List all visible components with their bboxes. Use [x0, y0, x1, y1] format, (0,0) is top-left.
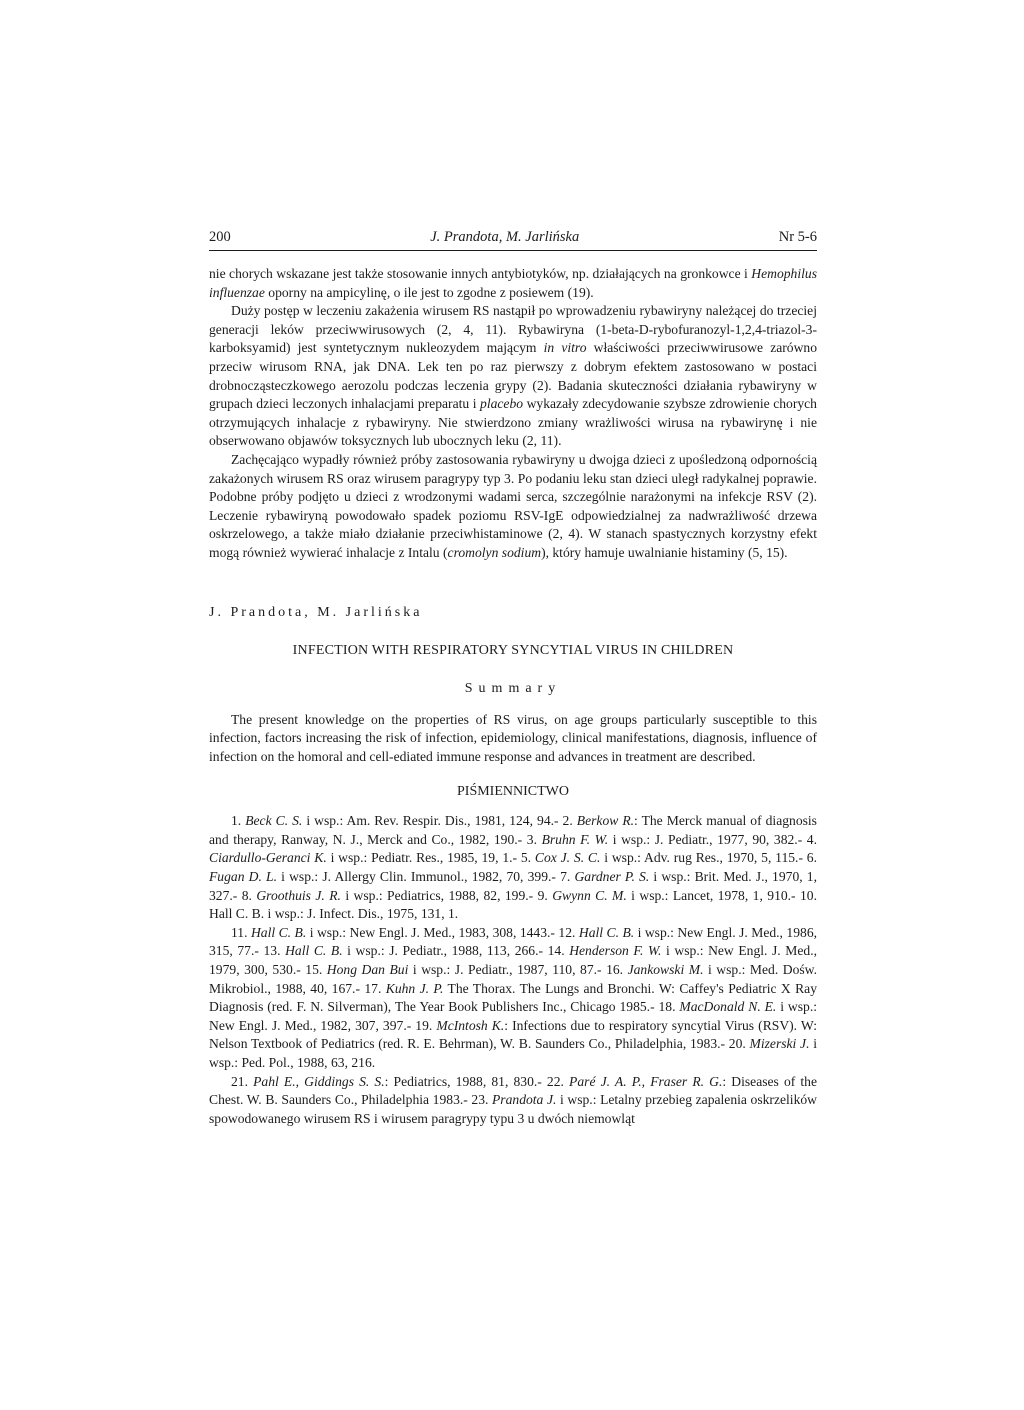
references-paragraph: 1. Beck C. S. i wsp.: Am. Rev. Respir. Dis., 1981, 124, 94.- 2. Berkow R.: The Merck manual of diagnosis and therapy, Ranway, N. J., Merck and Co., 1982, 190.- 3. Bruhn F. W. i wsp.: J. Pediatr., 1977, 90, 382.- 4. Ciardullo-Geranci K. i wsp.: Pediatr. Res., 1985, 19, 1.- 5. Cox J. S. C. i wsp.: Adv. rug Res., 1970, 5, 115.- 6. Fugan D. L. i wsp.: J. Allergy Clin. Immunol., 1982, 70, 399.- 7. Gardner P. S. i wsp.: Brit. Med. J., 1970, 1, 327.- 8. Groothuis J. R. i wsp.: Pediatrics, 1988, 82, 199.- 9. Gwynn C. M. i wsp.: Lancet, 1978, 1, 910.- 10. Hall C. B. i wsp.: J. Infect. Dis., 1975, 131, 1.: [209, 813, 818, 922]
summary-title: INFECTION WITH RESPIRATORY SYNCYTIAL VIRUS IN CHILDREN: [292, 642, 734, 658]
issue-number: Nr 5-6: [778, 229, 817, 245]
body-paragraph: Zachęcająco wypadły również próby zastosowania rybawiryny u dwojga dzieci z upośledzoną odpornością zakażonych wirusem RS oraz wirusem paragrypy typ 3. Po podaniu leku stan dzieci uległ radykalnej poprawie. Podobne próby podjęto u dzieci z wrodzonymi wadami serca, szczególnie narażonymi na infekcje RSV (2). Leczenie rybawiryną powodowało spadek poziomu RSV-IgE odpowiedzialnej za nadwrażliwość drzewa oskrzelowego, a także miało działanie przeciwhistaminowe (2, 4). W stanach spastycznych korzystny efekt mogą również wywierać inhalacje z Intalu (cromolyn sodium), który hamuje uwalnianie histaminy (5, 15).: [209, 451, 817, 560]
page-number: 200: [209, 229, 231, 245]
summary-heading: Summary: [464, 680, 562, 696]
article-body: [209, 265, 817, 563]
summary-authors: J. Prandota, M. Jarlińska: [209, 604, 423, 620]
references-list: [209, 812, 817, 1128]
summary-text: The present knowledge on the properties of RS virus, on age groups particularly susceptible to this infection, factors increasing the risk of infection, epidemiology, clinical manifestations, diagnosis, influence of infection on the homoral and cell-ediated immune response and advances in treatment are described.: [209, 711, 817, 764]
references-heading: PIŚMIENNICTWO: [457, 784, 569, 800]
running-title: J. Prandota, M. Jarlińska: [430, 229, 580, 245]
running-header: [209, 228, 817, 251]
body-paragraph: nie chorych wskazane jest także stosowanie innych antybiotyków, np. działających na gronkowce i Hemophilus influenzae oporny na ampicylinę, o ile jest to zgodne z posiewem (19).: [209, 266, 817, 300]
references-paragraph: 11. Hall C. B. i wsp.: New Engl. J. Med., 1983, 308, 1443.- 12. Hall C. B. i wsp.: New Engl. J. Med., 1986, 315, 77.- 13. Hall C. B. i wsp.: J. Pediatr., 1988, 113, 266.- 14. Henderson F. W. i wsp.: New Engl. J. Med., 1979, 300, 530.- 15. Hong Dan Bui i wsp.: J. Pediatr., 1987, 110, 87.- 16. Jankowski M. i wsp.: Med. Dośw. Mikrobiol., 1988, 40, 167.- 17. Kuhn J. P. The Thorax. The Lungs and Bronchi. W: Caffey's Pediatric X Ray Diagnosis (red. F. N. Silverman), The Year Book Publishers Inc., Chicago 1985.- 18. MacDonald N. E. i wsp.: New Engl. J. Med., 1982, 307, 397.- 19. McIntosh K.: Infections due to respiratory syncytial Virus (RSV). W: Nelson Textbook of Pediatrics (red. R. E. Behrman), W. B. Saunders Co., Philadelphia, 1983.- 20. Mizerski J. i wsp.: Ped. Pol., 1988, 63, 216.: [209, 924, 818, 1070]
journal-page: [209, 228, 817, 1128]
references-paragraph: 21. Pahl E., Giddings S. S.: Pediatrics, 1988, 81, 830.- 22. Paré J. A. P., Fraser R. G.: Diseases of the Chest. W. B. Saunders Co., Philadelphia 1983.- 23. Prandota J. i wsp.: Letalny przebieg zapalenia oskrzelików spowodowanego wirusem RS i wirusem paragrypy typu 3 u dwóch niemowląt: [209, 1073, 818, 1126]
body-paragraph: Duży postęp w leczeniu zakażenia wirusem RS nastąpił po wprowadzeniu rybawiryny należącej do trzeciej generacji leków przeciwwirusowych (2, 4, 11). Rybawiryna (1-beta-D-rybofuranozyl-1,2,4-triazol-3-karboksyamid) jest syntetycznym nukleozydem mającym in vitro właściwości przeciwwirusowe zarówno przeciw wirusom RNA, jak DNA. Lek ten po raz pierwszy z dobrym efektem zastosowano w postaci drobnocząsteczkowego aerozolu podczas leczenia grypy (2). Badania skuteczności działania rybawiryny w grupach dzieci leczonych inhalacjami preparatu i placebo wykazały zdecydowanie szybsze zdrowienie chorych otrzymujących inhalacje z rybawiryny. Nie stwierdzono zmiany wrażliwości wirusa na rybawirynę i nie obserwowano objawów toksycznych lub ubocznych leku (2, 11).: [209, 303, 817, 449]
